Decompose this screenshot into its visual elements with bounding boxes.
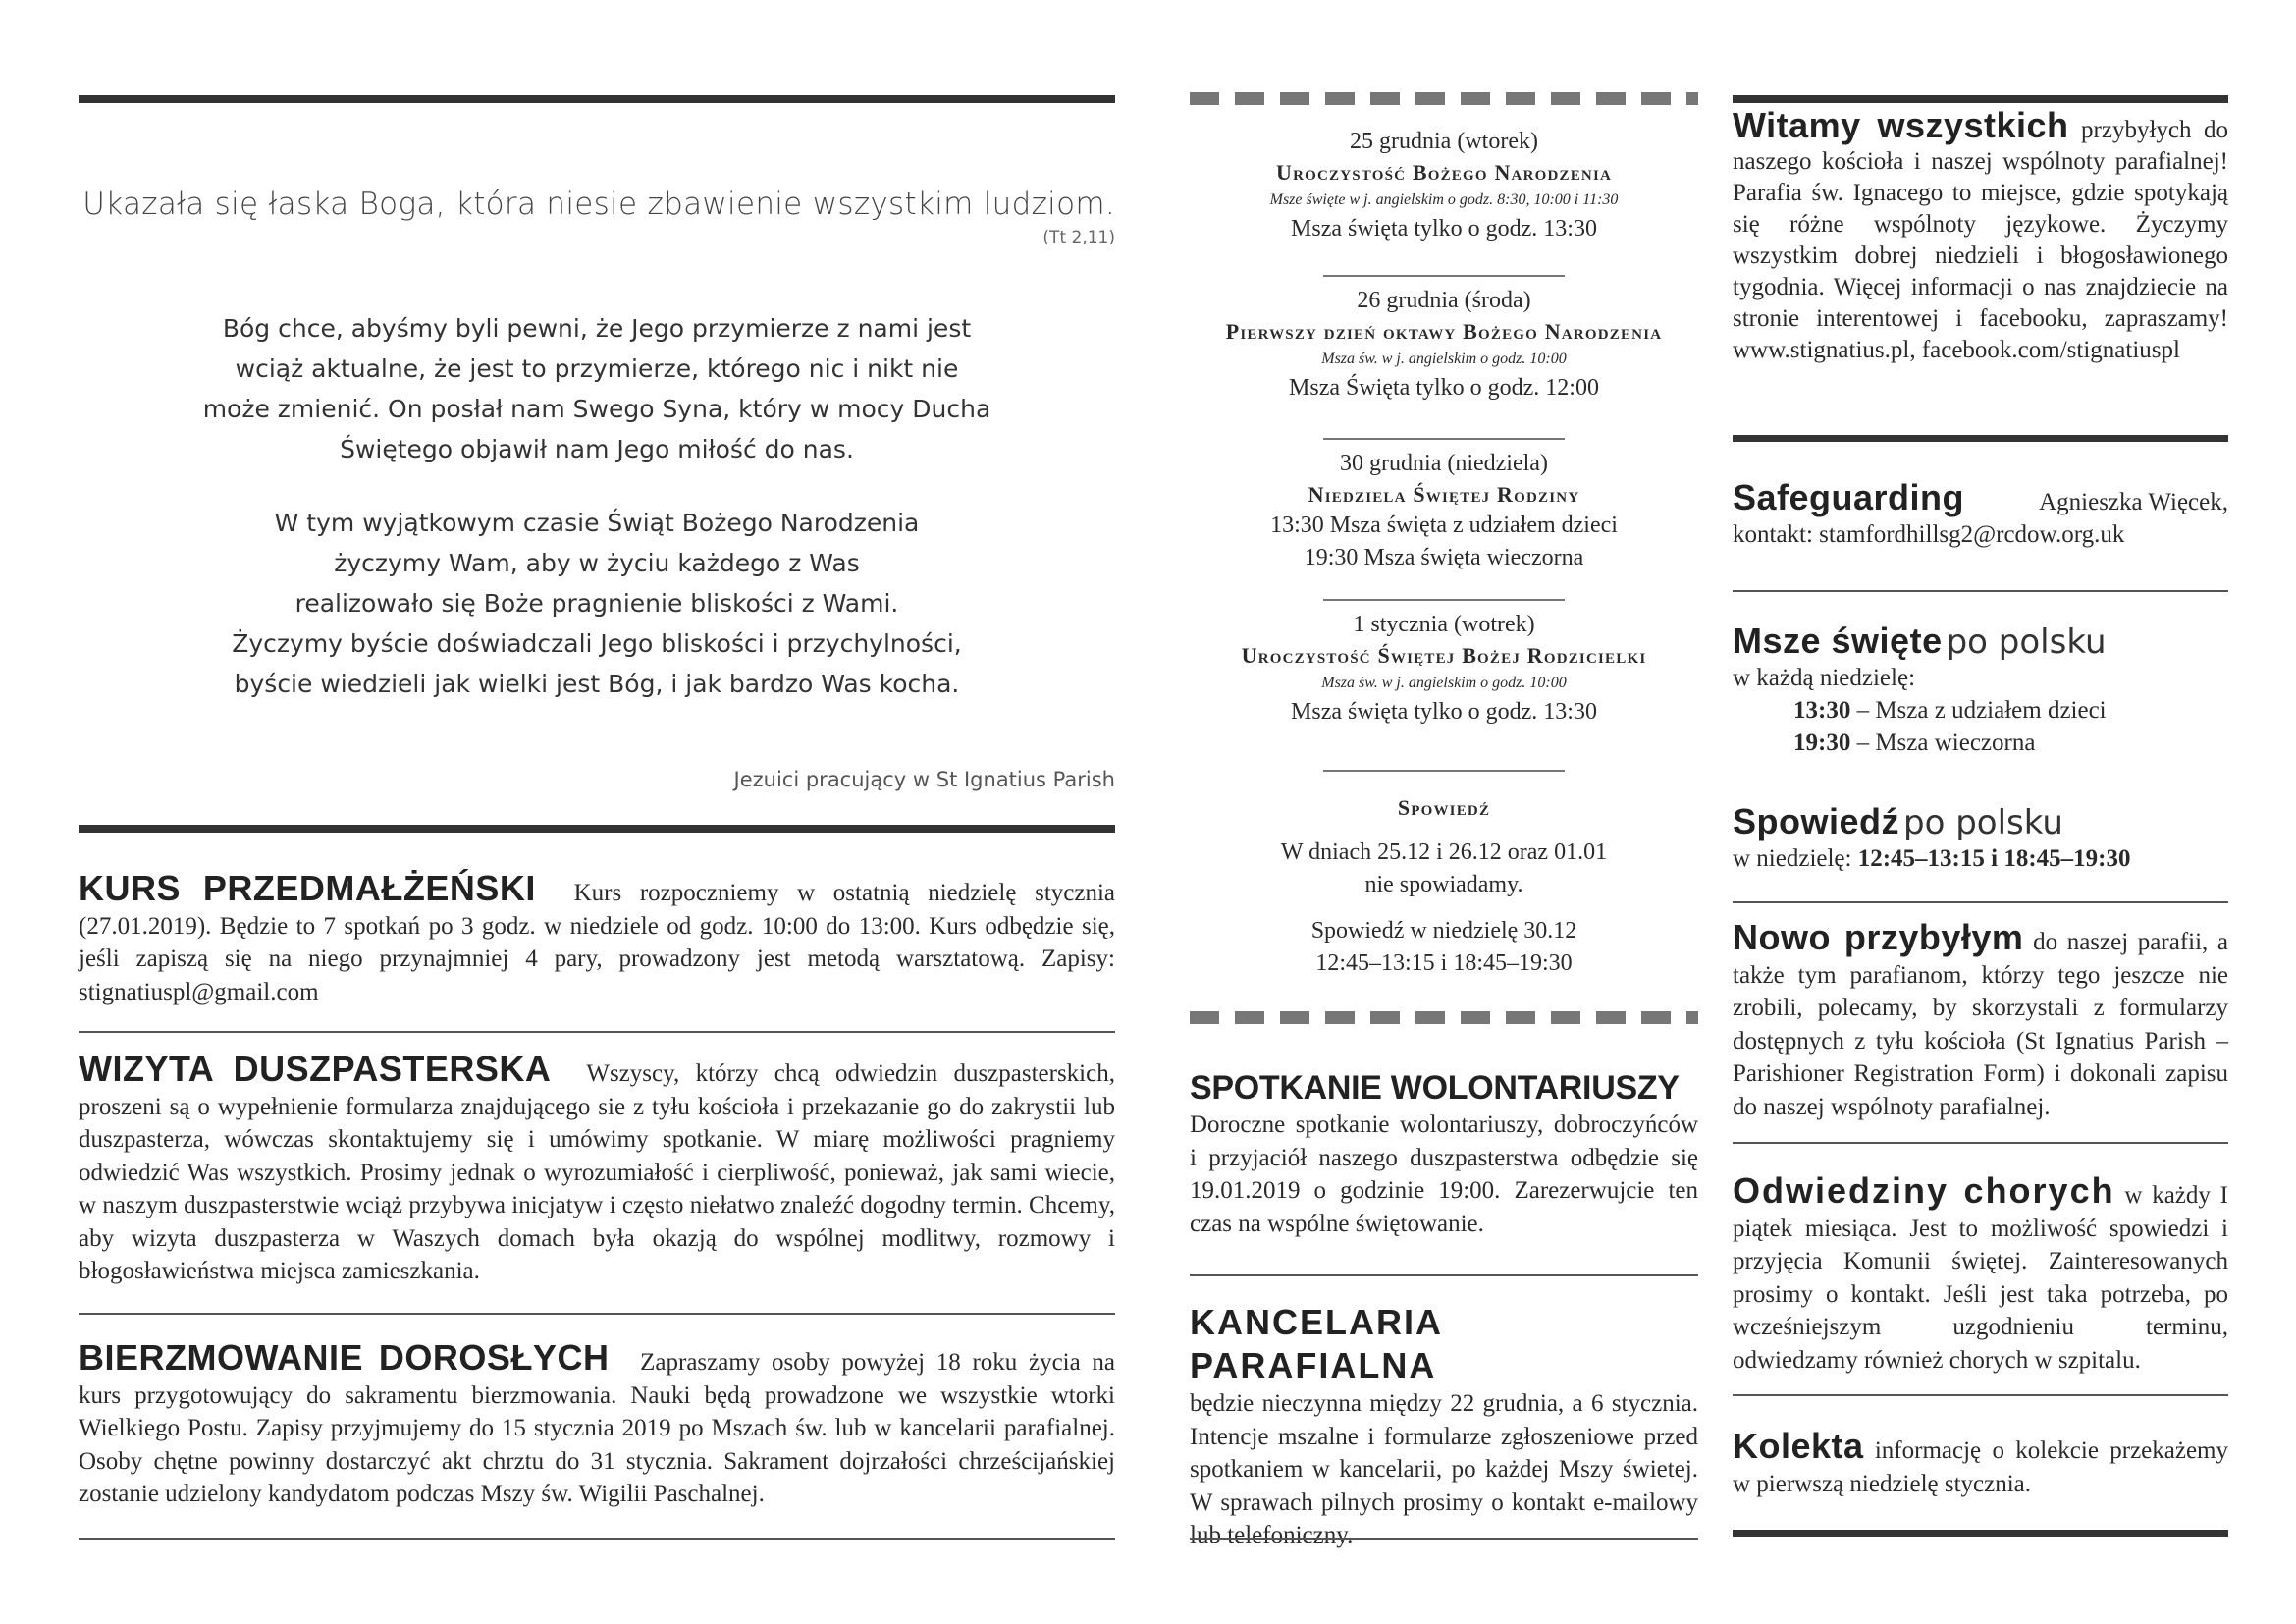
event-note: Msze święte w j. angielskim o godz. 8:30, 10:00 i 11:30 bbox=[1269, 191, 1619, 208]
collection-body: informację o kolekcie przekażemy w pierwszą niedzielę stycznia. bbox=[1733, 1437, 2228, 1497]
divider bbox=[79, 1538, 1115, 1540]
wish-line: wciąż aktualne, że jest to przymierze, którego nic i nikt nie bbox=[235, 354, 959, 383]
section-sick-visits bbox=[1733, 1170, 2228, 1377]
scripture-quote: Ukazała się łaska Boga, która niesie zbawienie wszystkim ludziom. bbox=[82, 187, 1115, 222]
section-safeguarding bbox=[1733, 477, 2228, 552]
event-date: 1 stycznia (wotrek) bbox=[1353, 612, 1535, 637]
event-title: Pierwszy dzień oktawy Bożego Narodzenia bbox=[1225, 319, 1663, 344]
collection-title: Kolekta bbox=[1733, 1426, 1864, 1466]
confession-prefix: w niedzielę: bbox=[1733, 845, 1858, 872]
section-newcomers bbox=[1733, 917, 2229, 1123]
confession-title-rest: po polsku bbox=[1903, 803, 2063, 842]
wish-line: może zmienić. On posłał nam Swego Syna, który w mocy Ducha bbox=[202, 395, 991, 423]
safeguarding-contact: kontakt: stamfordhillsg2@rcdow.org.uk bbox=[1733, 521, 2125, 548]
event-line: 19:30 Msza święta wieczorna bbox=[1304, 545, 1584, 570]
divider bbox=[79, 1313, 1115, 1315]
wish-line: W tym wyjątkowym czasie Świąt Bożego Narodzenia bbox=[274, 509, 920, 537]
masses-title-rest: po polsku bbox=[1946, 623, 2107, 662]
divider bbox=[1190, 1274, 1698, 1276]
confession-title: Spowiedź bbox=[1733, 801, 1900, 841]
mass-time: 19:30 bbox=[1793, 730, 1851, 756]
bierzmowanie-body: Zapraszamy osoby powyżej 18 roku życia na kurs przygotowujący do sakramentu bierzmowania. Nauki będą prowadzone we wszystkie wtorki Wielkiego Postu. Zapisy przyjmujemy do 15 stycznia 2019 po Mszach św. lub w kancelarii parafialnej. Osoby chętne powinny dostarczyć akt chrztu do 31 stycznia. Sakrament dojrzałości chrześcijańskiej zostanie udzielony kandydatom podczas Mszy św. Wigilii Paschalnej. bbox=[79, 1349, 1115, 1507]
event-christmas bbox=[1190, 126, 1698, 245]
event-title: Uroczystość Świętej Bożej Rodzicielki bbox=[1241, 643, 1647, 668]
divider bbox=[1190, 1538, 1698, 1540]
kurs-title: KURS PRZEDMAŁŻEŃSKI bbox=[79, 868, 536, 908]
event-dec30 bbox=[1190, 448, 1698, 574]
event-line: 13:30 Msza święta z udziałem dzieci bbox=[1270, 513, 1618, 538]
christmas-wish-1 bbox=[79, 308, 1115, 469]
scripture-reference: (Tt 2,11) bbox=[1042, 228, 1115, 247]
mass-time: 13:30 bbox=[1793, 697, 1851, 724]
signature: Jezuici pracujący w St Ignatius Parish bbox=[733, 768, 1115, 791]
wish-line: realizowało się Boże pragnienie bliskości z Wami. bbox=[294, 589, 899, 618]
wizyta-body: Wszyscy, którzy chcą odwiedzin duszpasterskich, proszeni są o wypełnienie formularza znajdującego sie z tyłu kościoła i przekazanie go do zakrystii lub duszpasterza, wówczas skontaktujemy się i umówimy spotkanie. W miarę możliwości pragniemy odwiedzić Was wszystkich. Prosimy jednak o wyrozumiałość i cierpliwość, ponieważ, jak sami wiecie, w naszym duszpasterstwie wciąż przybywa inicjatyw i często niełatwo znaleźć dogodny termin. Chcemy, aby wizyta duszpasterza w Waszych domach była okazją do wspólnej modlitwy, rozmowy i błogosławieństwa miejsca zamieszkania. bbox=[79, 1060, 1115, 1284]
wish-line: byście wiedzieli jak wielki jest Bóg, i jak bardzo Was kocha. bbox=[234, 670, 960, 698]
confession-line: W dniach 25.12 i 26.12 oraz 01.01 bbox=[1280, 839, 1608, 865]
newcomers-title: Nowo przybyłym bbox=[1733, 917, 2024, 957]
section-collection bbox=[1733, 1426, 2228, 1500]
short-divider bbox=[1323, 599, 1565, 601]
sick-visits-body: w każdy I piątek miesiąca. Jest to możliwość spowiedzi i przyjęcia Komunii świętej. Zainteresowanych prosimy o kontakt. Jeśli jest taka potrzeba, po wcześniejszym uzgodnieniu terminu, odwiedzamy również chorych w szpitalu. bbox=[1733, 1182, 2228, 1374]
event-title: Uroczystość Bożego Narodzenia bbox=[1275, 160, 1613, 185]
masses-title: Msze święte bbox=[1733, 621, 1943, 661]
section-bierzmowanie bbox=[79, 1337, 1115, 1511]
office-title: KANCELARIA PARAFIALNA bbox=[1190, 1302, 1443, 1385]
wish-line: życzymy Wam, aby w życiu każdego z Was bbox=[334, 549, 860, 577]
mass-desc: – Msza z udziałem dzieci bbox=[1850, 697, 2107, 724]
section-welcome bbox=[1733, 105, 2229, 366]
event-dec26 bbox=[1190, 285, 1698, 405]
section-volunteers bbox=[1190, 1067, 1698, 1240]
section-kurs bbox=[79, 868, 1116, 1008]
event-line: Msza święta tylko o godz. 13:30 bbox=[1291, 699, 1597, 725]
section-wizyta bbox=[79, 1049, 1115, 1288]
welcome-body: przybyłych do naszego kościoła i naszej wspólnoty parafialnej! Parafia św. Ignacego to miejsce, gdzie spotykają się różne wspólnoty językowe. Życzymy wszystkim dobrej niedzieli i błogosławionego tygodnia. Więcej informacji o nas znajdziecie na stronie interentowej i facebooku, zapraszamy! www.stignatius.pl, facebook.com/stignatiuspl bbox=[1733, 117, 2229, 363]
section-polish-masses bbox=[1733, 621, 2228, 759]
office-body: będzie nieczynna między 22 grudnia, a 6 stycznia. Intencje mszalne i formularze zgłoszeniowe przed spotkaniem w kancelarii, po każdej Mszy świetej. W sprawach pilnych prosimy o kontakt e-mailowy lub telefoniczny. bbox=[1190, 1390, 1698, 1548]
volunteers-body: Doroczne spotkanie wolontariuszy, dobroczyńców i przyjaciół naszego duszpasterstwa odbędzie się 19.01.2019 o godzinie 19:00. Zarezerwujcie ten czas na wspólne świętowanie. bbox=[1190, 1111, 1698, 1237]
confession-line: 12:45–13:15 i 18:45–19:30 bbox=[1315, 950, 1573, 976]
wish-line: Świętego objawił nam Jego miłość do nas. bbox=[340, 435, 854, 463]
short-divider bbox=[1323, 438, 1565, 440]
section-polish-confession bbox=[1733, 801, 2228, 875]
safeguarding-name: Agnieszka Więcek, bbox=[2039, 489, 2228, 515]
divider bbox=[1733, 1142, 2228, 1144]
divider bbox=[1733, 1394, 2228, 1396]
christmas-wish-2 bbox=[79, 503, 1115, 704]
divider bbox=[1733, 590, 2228, 592]
dashed-bar bbox=[1190, 92, 1698, 105]
mass-item bbox=[1733, 694, 2228, 727]
event-line: Msza święta tylko o godz. 13:30 bbox=[1291, 216, 1597, 242]
wish-line: Bóg chce, abyśmy byli pewni, że Jego przymierze z nami jest bbox=[222, 314, 972, 343]
volunteers-title: SPOTKANIE WOLONTARIUSZY bbox=[1190, 1069, 1680, 1107]
short-divider bbox=[1323, 275, 1565, 277]
bottom-bar bbox=[1733, 1530, 2228, 1537]
event-title: Niedziela Świętej Rodziny bbox=[1308, 482, 1580, 507]
event-date: 25 grudnia (wtorek) bbox=[1350, 129, 1538, 154]
short-divider bbox=[1323, 770, 1565, 772]
sick-visits-title: Odwiedziny chorych bbox=[1733, 1170, 2115, 1211]
event-note: Msza św. w j. angielskim o godz. 10:00 bbox=[1321, 675, 1567, 691]
event-note: Msza św. w j. angielskim o godz. 10:00 bbox=[1321, 351, 1567, 367]
event-date: 26 grudnia (środa) bbox=[1357, 288, 1531, 313]
dashed-bar bbox=[1190, 1011, 1698, 1024]
welcome-title: Witamy wszystkich bbox=[1733, 105, 2069, 145]
divider bbox=[79, 1031, 1115, 1033]
event-jan1 bbox=[1190, 609, 1698, 729]
top-bar bbox=[79, 95, 1115, 103]
confession-title: Spowiedź bbox=[1397, 795, 1491, 820]
divider bbox=[1733, 901, 2228, 903]
mass-item bbox=[1733, 727, 2228, 759]
top-bar bbox=[1733, 95, 2228, 103]
bierzmowanie-title: BIERZMOWANIE DOROSŁYCH bbox=[79, 1337, 610, 1378]
confession-line: nie spowiadamy. bbox=[1364, 872, 1523, 897]
wizyta-title: WIZYTA DUSZPASTERSKA bbox=[79, 1049, 552, 1089]
kurs-body: Kurs rozpoczniemy w ostatnią niedzielę stycznia (27.01.2019). Będzie to 7 spotkań po 3 godz. w niedziele od godz. 10:00 do 13:00. Kurs odbędzie się, jeśli zapiszą się na niego przynajmniej 4 pary, prowadzony jest metodą warsztatową. Zapisy: stignatiuspl@gmail.com bbox=[79, 880, 1116, 1005]
section-office bbox=[1190, 1301, 1698, 1552]
confession-info bbox=[1190, 793, 1698, 980]
safeguarding-title: Safeguarding bbox=[1733, 477, 1965, 517]
mass-desc: – Msza wieczorna bbox=[1850, 730, 2036, 756]
event-line: Msza Święta tylko o godz. 12:00 bbox=[1289, 375, 1599, 401]
section-bar bbox=[1733, 435, 2228, 442]
section-bar bbox=[79, 825, 1115, 833]
newcomers-body: do naszej parafii, a także tym parafianom, którzy tego jeszcze nie zrobili, polecamy, by skorzystali z formularzy dostępnych z tyłu kościoła (St Ignatius Parish – Parishioner Registration Form) i dokonali zapisu do naszej wspólnoty parafialnej. bbox=[1733, 929, 2229, 1120]
confession-times: 12:45–13:15 i 18:45–19:30 bbox=[1857, 845, 2131, 872]
wish-line: Życzymy byście doświadczali Jego bliskości i przychylności, bbox=[232, 629, 962, 658]
event-date: 30 grudnia (niedziela) bbox=[1340, 451, 1548, 476]
masses-intro: w każdą niedzielę: bbox=[1733, 665, 1916, 691]
confession-line: Spowiedź w niedzielę 30.12 bbox=[1310, 918, 1577, 944]
